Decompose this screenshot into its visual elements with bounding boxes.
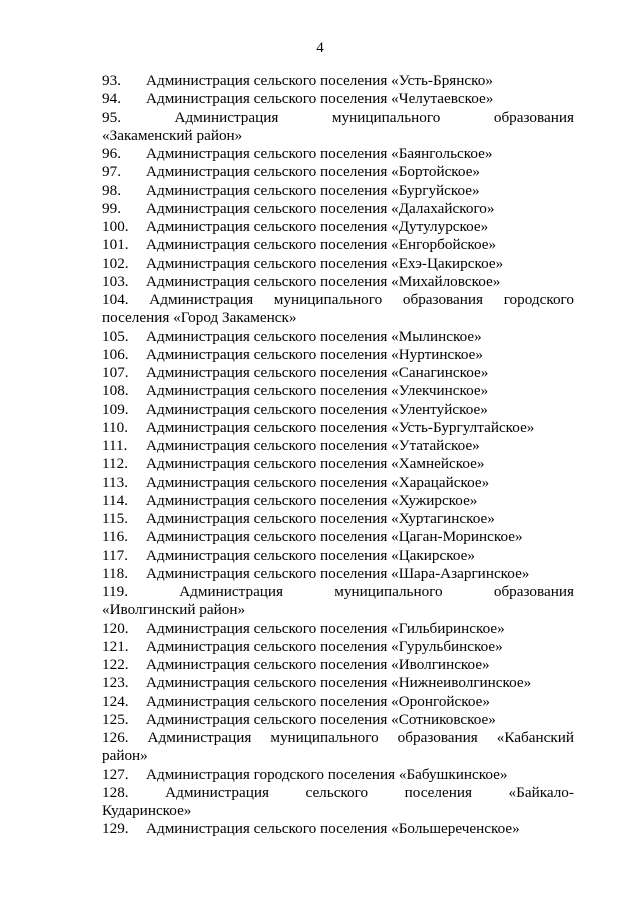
list-item: [102, 291, 574, 328]
item-text: Администрация сельского поселения «Иволгинское»: [146, 656, 490, 673]
item-number: 100.: [102, 218, 129, 235]
item-word: поселения: [404, 783, 472, 801]
list-item: [102, 492, 574, 510]
item-text: Администрация сельского поселения «Гурульбинское»: [146, 637, 503, 655]
item-text: Администрация сельского поселения «Оронгойское»: [146, 692, 491, 710]
item-number: 94.: [102, 90, 121, 108]
item-word: муниципального: [273, 291, 383, 308]
item-number: 108.: [102, 382, 129, 400]
item-text: Администрация сельского поселения «Михайловское»: [146, 272, 501, 290]
list-item: [102, 236, 574, 254]
item-number: 119.: [102, 583, 129, 600]
item-text-continuation: «Иволгинский район»: [102, 601, 246, 619]
item-number: 125.: [102, 710, 129, 728]
item-number: 103.: [102, 272, 129, 290]
item-text: Администрация сельского поселения «Челутаевское»: [146, 90, 494, 108]
item-number: 96.: [102, 145, 121, 162]
list-item: [102, 346, 574, 364]
list-item: [102, 273, 574, 291]
item-word: образования: [493, 583, 574, 600]
item-word: Администрация: [165, 783, 269, 801]
list-item: [102, 218, 574, 236]
item-number: 111.: [102, 437, 128, 454]
list-item: [102, 565, 574, 583]
item-text: Администрация сельского поселения «Большереченское»: [146, 820, 520, 838]
item-text: Администрация городского поселения «Бабушкинское»: [146, 765, 508, 783]
item-text: Администрация сельского поселения «Хамнейское»: [146, 455, 485, 473]
item-number: 101.: [102, 236, 129, 254]
item-number: 112.: [102, 455, 129, 473]
document-list: [102, 72, 574, 839]
item-text: Администрация сельского поселения «Мылинское»: [146, 327, 482, 345]
list-item: [102, 474, 574, 492]
list-item: [102, 182, 574, 200]
item-number: 123.: [102, 674, 129, 692]
item-number: 102.: [102, 254, 129, 272]
item-text: Администрация сельского поселения «Гильбиринское»: [146, 619, 505, 637]
item-text: Администрация сельского поселения «Хужирское»: [146, 491, 478, 509]
list-item: [102, 255, 574, 273]
list-item: [102, 437, 574, 455]
item-text: Администрация сельского поселения «Харацайское»: [146, 473, 490, 491]
list-item: [102, 693, 574, 711]
item-number: 98.: [102, 181, 121, 199]
item-text-continuation: Кударинское»: [102, 802, 192, 819]
item-number: 122.: [102, 656, 129, 673]
item-word: Администрация: [174, 108, 279, 126]
item-number: 110.: [102, 418, 129, 436]
list-item: [102, 547, 574, 565]
list-item: [102, 401, 574, 419]
item-number: 113.: [102, 473, 129, 491]
list-item: [102, 784, 574, 821]
item-text: Администрация сельского поселения «Бортойское»: [146, 163, 481, 181]
item-text: Администрация сельского поселения «Усть-Брянско»: [146, 72, 493, 89]
item-number: 95.: [102, 108, 121, 126]
list-item: [102, 328, 574, 346]
item-number: 104.: [102, 291, 129, 308]
list-item: [102, 72, 574, 90]
item-text: Администрация сельского поселения «Улентуйское»: [146, 400, 488, 418]
item-text: Администрация сельского поселения «Санагинское»: [146, 364, 489, 381]
item-number: 107.: [102, 364, 129, 381]
item-text-continuation: район»: [102, 747, 148, 765]
list-item: [102, 729, 574, 766]
item-word: Администрация: [179, 583, 284, 600]
item-word: Администрация: [149, 291, 254, 308]
item-text: Администрация сельского поселения «Шара-Азаргинское»: [146, 564, 530, 582]
item-text: Администрация сельского поселения «Нуртинское»: [146, 345, 484, 363]
list-item: [102, 711, 574, 729]
list-item: [102, 419, 574, 437]
item-text: Администрация сельского поселения «Ехэ-Цакирское»: [146, 254, 504, 272]
item-word: сельского: [305, 783, 369, 801]
page-number: 4: [316, 40, 324, 56]
list-item: [102, 638, 574, 656]
item-text: Администрация сельского поселения «Нижнеиволгинское»: [146, 674, 532, 692]
item-word: образования: [397, 729, 478, 746]
item-text-continuation: поселения «Город Закаменск»: [102, 309, 297, 327]
item-word: муниципального: [270, 729, 379, 746]
item-word: городского: [503, 291, 574, 308]
item-text: Администрация сельского поселения «Далахайского»: [146, 199, 495, 217]
list-item: [102, 766, 574, 784]
item-word: образования: [402, 291, 483, 308]
item-text-continuation: «Закаменский район»: [102, 126, 243, 144]
list-item: [102, 382, 574, 400]
item-number: 97.: [102, 163, 121, 181]
list-item: [102, 620, 574, 638]
list-item: [102, 163, 574, 181]
item-number: 129.: [102, 820, 129, 838]
list-item: [102, 455, 574, 473]
item-number: 128.: [102, 783, 129, 801]
item-word: «Байкало-: [508, 783, 574, 801]
item-number: 114.: [102, 491, 129, 509]
item-word: Администрация: [147, 729, 252, 746]
item-number: 105.: [102, 327, 129, 345]
item-number: 117.: [102, 546, 129, 564]
item-number: 116.: [102, 528, 129, 546]
item-number: 127.: [102, 765, 129, 783]
list-item: [102, 145, 574, 163]
item-text: Администрация сельского поселения «Баянгольское»: [146, 145, 493, 162]
list-item: [102, 510, 574, 528]
list-item: [102, 109, 574, 146]
list-item: [102, 90, 574, 108]
item-number: 121.: [102, 637, 129, 655]
item-word: «Кабанский: [496, 729, 574, 746]
item-text: Администрация сельского поселения «Улекчинское»: [146, 382, 489, 400]
item-word: муниципального: [334, 583, 443, 600]
item-word: образования: [493, 108, 574, 126]
item-text: Администрация сельского поселения «Хуртагинское»: [146, 510, 495, 527]
item-text: Администрация сельского поселения «Дутулурское»: [146, 218, 489, 235]
item-text: Администрация сельского поселения «Бургуйское»: [146, 181, 480, 199]
list-item: [102, 820, 574, 838]
list-item: [102, 583, 574, 620]
item-number: 115.: [102, 510, 129, 527]
item-text: Администрация сельского поселения «Усть-Бургултайское»: [146, 418, 535, 436]
list-item: [102, 364, 574, 382]
item-text: Администрация сельского поселения «Цаган-Моринское»: [146, 528, 523, 546]
list-item: [102, 674, 574, 692]
item-word: муниципального: [331, 108, 441, 126]
item-text: Администрация сельского поселения «Утатайское»: [146, 437, 480, 454]
list-item: [102, 200, 574, 218]
item-number: 99.: [102, 199, 121, 217]
item-number: 93.: [102, 72, 121, 89]
item-number: 120.: [102, 619, 129, 637]
list-item: [102, 656, 574, 674]
item-number: 126.: [102, 729, 129, 746]
item-number: 106.: [102, 345, 129, 363]
item-text: Администрация сельского поселения «Цакирское»: [146, 546, 475, 564]
item-text: Администрация сельского поселения «Сотниковское»: [146, 710, 496, 728]
item-number: 118.: [102, 564, 129, 582]
item-number: 124.: [102, 692, 129, 710]
item-number: 109.: [102, 400, 129, 418]
list-item: [102, 528, 574, 546]
item-text: Администрация сельского поселения «Енгорбойское»: [146, 236, 497, 254]
